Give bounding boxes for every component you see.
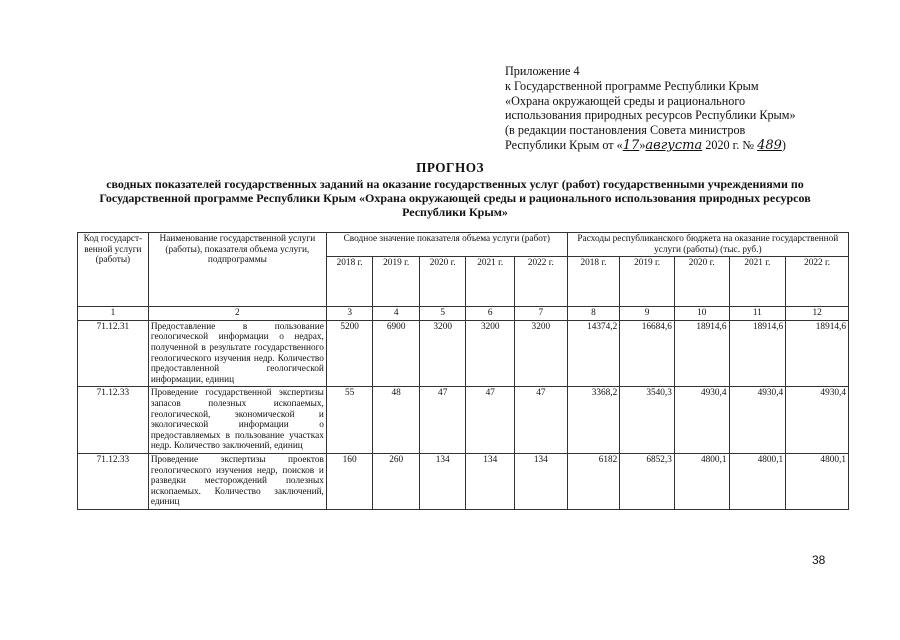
expense-value: 3540,3 [620,387,675,454]
service-code: 71.12.31 [78,320,149,387]
volume-value: 260 [373,453,420,509]
appendix-line-6 [505,138,835,154]
service-name: Проведение экспертизы проектов геологического изучения недр, поисков и разведки месторождений полезных ископаемых. Количество заключений, единиц [148,453,326,509]
table-row [78,320,849,387]
page-number: 38 [812,553,826,567]
header-code: Код государст-венной услуги (работы) [78,233,149,307]
forecast-table [77,232,849,510]
column-number: 1 [78,307,149,321]
volume-value: 55 [326,387,373,454]
expense-value: 18914,6 [786,320,849,387]
header-row-1 [78,233,849,257]
header-volume-year: 2022 г. [515,257,568,307]
document-subtitle: сводных показателей государственных заданий на оказание государственных услуг (работ) государственными учреждениями по Государственной программе Республики Крым «Охрана окружающей среды и рационального использования природных ресурсов Республики Крым» [99,177,811,219]
handwritten-month: августа [645,137,703,153]
header-expense-group: Расходы республиканского бюджета на оказание государственной услуги (работы) (тыс. руб.) [567,233,848,257]
service-name: Предоставление в пользование геологической информации о недрах, полученной в результате государственного геологического изучения недр. Количество предоставленной геологической информации, единиц [148,320,326,387]
header-volume-group: Сводное значение показателя объема услуги (работ) [326,233,567,257]
table-row [78,387,849,454]
expense-value: 4800,1 [729,453,786,509]
header-volume-year: 2021 г. [466,257,515,307]
appendix-block [505,64,835,154]
volume-value: 47 [515,387,568,454]
volume-value: 3200 [466,320,515,387]
expense-value: 14374,2 [567,320,620,387]
header-expense-year: 2022 г. [786,257,849,307]
expense-value: 16684,6 [620,320,675,387]
expense-value: 4800,1 [674,453,729,509]
appendix-line-3: «Охрана окружающей среды и рационального [505,93,746,108]
appendix-year-text: 2020 г. № [702,137,758,152]
appendix-line-5: (в редакции постановления Совета министров [505,123,746,138]
expense-value: 4930,4 [729,387,786,454]
expense-value: 6182 [567,453,620,509]
expense-value: 4930,4 [786,387,849,454]
appendix-line-4: использования природных ресурсов Республики Крым» [505,108,796,123]
column-number-row [78,307,849,321]
volume-value: 3200 [515,320,568,387]
volume-value: 134 [515,453,568,509]
expense-value: 3368,2 [567,387,620,454]
header-expense-year: 2018 г. [567,257,620,307]
service-code: 71.12.33 [78,453,149,509]
header-name: Наименование государственной услуги (работы), показателя объема услуги, подпрограммы [148,233,326,307]
volume-value: 6900 [373,320,420,387]
expense-value: 4930,4 [674,387,729,454]
volume-value: 160 [326,453,373,509]
header-expense-year: 2020 г. [674,257,729,307]
column-number: 7 [515,307,568,321]
volume-value: 134 [419,453,466,509]
header-volume-year: 2019 г. [373,257,420,307]
column-number: 10 [674,307,729,321]
header-volume-year: 2020 г. [419,257,466,307]
appendix-close-paren: ) [781,137,786,152]
column-number: 5 [419,307,466,321]
handwritten-number: 489 [757,137,782,153]
appendix-date-prefix: Республики Крым от « [505,137,623,152]
table-row [78,453,849,509]
appendix-date-quote: » [639,137,646,152]
volume-value: 5200 [326,320,373,387]
expense-value: 6852,3 [620,453,675,509]
expense-value: 18914,6 [729,320,786,387]
appendix-line-2: к Государственной программе Республики Крым [505,78,759,93]
volume-value: 47 [466,387,515,454]
column-number: 9 [620,307,675,321]
column-number: 3 [326,307,373,321]
handwritten-day: 17 [622,137,640,153]
column-number: 11 [729,307,786,321]
column-number: 4 [373,307,420,321]
header-expense-year: 2021 г. [729,257,786,307]
appendix-line-1: Приложение 4 [505,64,580,78]
volume-value: 3200 [419,320,466,387]
column-number: 6 [466,307,515,321]
expense-value: 18914,6 [674,320,729,387]
header-expense-year: 2019 г. [620,257,675,307]
volume-value: 47 [419,387,466,454]
document-title: ПРОГНОЗ [416,160,484,175]
header-volume-year: 2018 г. [326,257,373,307]
service-name: Проведение государственной экспертизы запасов полезных ископаемых, геологической, экономической и экологической информации о предоставляемых в пользование участках недр. Количество заключений, единиц [148,387,326,454]
column-number: 12 [786,307,849,321]
service-code: 71.12.33 [78,387,149,454]
column-number: 8 [567,307,620,321]
volume-value: 134 [466,453,515,509]
column-number: 2 [148,307,326,321]
expense-value: 4800,1 [786,453,849,509]
volume-value: 48 [373,387,420,454]
